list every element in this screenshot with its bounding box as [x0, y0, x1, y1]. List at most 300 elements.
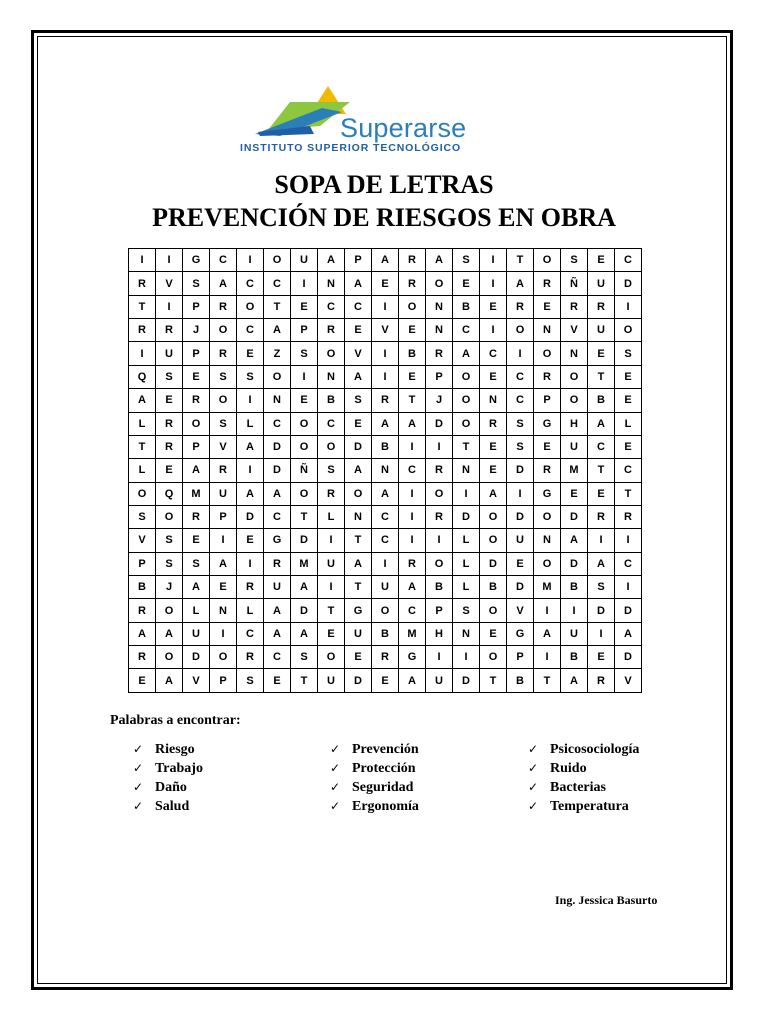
word-item — [133, 740, 203, 759]
grid-cell: I — [480, 272, 507, 295]
grid-cell: O — [156, 599, 183, 622]
grid-cell: R — [372, 389, 399, 412]
grid-cell: P — [210, 505, 237, 528]
grid-row — [129, 365, 642, 388]
grid-cell: V — [183, 669, 210, 693]
grid-cell: L — [453, 552, 480, 575]
grid-cell: R — [156, 435, 183, 458]
grid-cell: C — [318, 412, 345, 435]
checkmark-icon: ✓ — [528, 799, 539, 813]
grid-cell: T — [291, 669, 318, 693]
grid-cell: I — [156, 249, 183, 272]
grid-cell: Q — [156, 482, 183, 505]
grid-cell: R — [534, 272, 561, 295]
grid-cell: S — [183, 272, 210, 295]
grid-cell: V — [345, 342, 372, 365]
grid-cell: O — [534, 249, 561, 272]
grid-cell: O — [534, 552, 561, 575]
grid-cell: T — [588, 459, 615, 482]
grid-cell: S — [210, 365, 237, 388]
grid-cell: S — [210, 412, 237, 435]
grid-cell: A — [156, 669, 183, 693]
word-column-1 — [133, 740, 203, 816]
word-column-3 — [528, 740, 639, 816]
grid-cell: T — [507, 249, 534, 272]
grid-cell: D — [345, 669, 372, 693]
grid-cell: U — [426, 669, 453, 693]
grid-cell: R — [426, 459, 453, 482]
grid-cell: D — [264, 459, 291, 482]
grid-row — [129, 646, 642, 669]
grid-cell: C — [345, 295, 372, 318]
grid-cell: G — [264, 529, 291, 552]
grid-cell: O — [426, 272, 453, 295]
checkmark-icon: ✓ — [330, 799, 341, 813]
grid-cell: R — [588, 669, 615, 693]
grid-cell: C — [237, 319, 264, 342]
checkmark-icon: ✓ — [330, 780, 341, 794]
grid-cell: L — [183, 599, 210, 622]
grid-cell: I — [588, 529, 615, 552]
grid-cell: P — [426, 599, 453, 622]
word-item — [133, 759, 203, 778]
grid-cell: N — [426, 295, 453, 318]
grid-cell: R — [156, 319, 183, 342]
grid-cell: G — [183, 249, 210, 272]
grid-cell: E — [318, 622, 345, 645]
grid-cell: A — [237, 435, 264, 458]
checkmark-icon: ✓ — [528, 742, 539, 756]
grid-cell: P — [129, 552, 156, 575]
grid-cell: U — [507, 529, 534, 552]
grid-cell: D — [480, 552, 507, 575]
word-label: Ergonomía — [352, 799, 419, 814]
grid-cell: E — [372, 272, 399, 295]
grid-cell: E — [480, 295, 507, 318]
grid-cell: U — [156, 342, 183, 365]
grid-cell: R — [129, 319, 156, 342]
word-item — [528, 740, 639, 759]
grid-cell: M — [291, 552, 318, 575]
grid-cell: E — [480, 435, 507, 458]
grid-cell: O — [426, 552, 453, 575]
grid-row — [129, 249, 642, 272]
grid-cell: B — [129, 576, 156, 599]
grid-cell: R — [561, 295, 588, 318]
grid-cell: E — [264, 669, 291, 693]
grid-cell: E — [291, 389, 318, 412]
grid-cell: E — [615, 389, 642, 412]
grid-cell: M — [399, 622, 426, 645]
grid-cell: D — [507, 459, 534, 482]
grid-cell: C — [507, 389, 534, 412]
word-label: Daño — [155, 780, 187, 795]
grid-cell: I — [237, 249, 264, 272]
grid-cell: O — [318, 646, 345, 669]
grid-cell: A — [264, 622, 291, 645]
grid-cell: O — [480, 599, 507, 622]
word-item — [133, 797, 203, 816]
grid-cell: P — [345, 249, 372, 272]
grid-cell: B — [561, 646, 588, 669]
grid-cell: U — [210, 482, 237, 505]
grid-cell: O — [507, 319, 534, 342]
grid-cell: P — [507, 646, 534, 669]
grid-cell: S — [453, 599, 480, 622]
superarse-logo — [240, 82, 520, 158]
grid-cell: R — [399, 552, 426, 575]
logo-subtitle: INSTITUTO SUPERIOR TECNOLÓGICO — [240, 142, 462, 154]
grid-cell: I — [237, 389, 264, 412]
grid-cell: A — [210, 552, 237, 575]
grid-cell: S — [507, 412, 534, 435]
logo-brand-text: Superarse — [340, 113, 467, 143]
grid-cell: O — [426, 482, 453, 505]
grid-cell: C — [507, 365, 534, 388]
grid-cell: E — [588, 249, 615, 272]
grid-cell: T — [615, 482, 642, 505]
grid-cell: T — [345, 529, 372, 552]
grid-cell: I — [615, 529, 642, 552]
grid-cell: C — [372, 529, 399, 552]
word-label: Seguridad — [352, 780, 414, 795]
grid-cell: O — [264, 249, 291, 272]
grid-cell: C — [399, 459, 426, 482]
grid-cell: R — [237, 576, 264, 599]
checkmark-icon: ✓ — [330, 742, 341, 756]
grid-cell: I — [480, 319, 507, 342]
grid-cell: A — [129, 389, 156, 412]
word-label: Psicosociología — [550, 742, 640, 757]
grid-cell: I — [615, 576, 642, 599]
checkmark-icon: ✓ — [330, 761, 341, 775]
grid-cell: C — [237, 272, 264, 295]
grid-cell: T — [318, 599, 345, 622]
page-title: SOPA DE LETRAS — [274, 170, 494, 199]
grid-cell: E — [156, 459, 183, 482]
grid-cell: A — [426, 249, 453, 272]
word-item — [330, 740, 419, 759]
grid-cell: E — [291, 295, 318, 318]
grid-cell: J — [183, 319, 210, 342]
word-item — [528, 778, 639, 797]
grid-cell: I — [129, 249, 156, 272]
grid-cell: O — [453, 365, 480, 388]
grid-cell: A — [318, 249, 345, 272]
grid-cell: D — [291, 529, 318, 552]
grid-cell: O — [561, 389, 588, 412]
grid-cell: A — [291, 576, 318, 599]
grid-cell: A — [372, 249, 399, 272]
grid-cell: D — [237, 505, 264, 528]
grid-cell: R — [264, 552, 291, 575]
grid-row — [129, 669, 642, 693]
grid-cell: B — [453, 295, 480, 318]
grid-cell: P — [183, 435, 210, 458]
grid-cell: P — [183, 342, 210, 365]
author-name: Ing. Jessica Basurto — [555, 893, 658, 907]
grid-cell: H — [561, 412, 588, 435]
grid-cell: M — [183, 482, 210, 505]
grid-cell: T — [588, 365, 615, 388]
grid-row — [129, 435, 642, 458]
grid-cell: U — [264, 576, 291, 599]
grid-cell: S — [318, 459, 345, 482]
grid-cell: O — [534, 342, 561, 365]
grid-cell: R — [129, 272, 156, 295]
grid-cell: N — [534, 319, 561, 342]
grid-cell: S — [561, 249, 588, 272]
grid-cell: T — [534, 669, 561, 693]
grid-cell: B — [372, 622, 399, 645]
grid-cell: C — [264, 505, 291, 528]
grid-row — [129, 482, 642, 505]
grid-cell: T — [291, 505, 318, 528]
grid-cell: A — [210, 272, 237, 295]
checkmark-icon: ✓ — [528, 761, 539, 775]
words-heading: Palabras a encontrar: — [110, 713, 241, 728]
grid-cell: D — [453, 669, 480, 693]
grid-row — [129, 389, 642, 412]
grid-cell: U — [183, 622, 210, 645]
grid-cell: E — [507, 552, 534, 575]
grid-cell: O — [534, 505, 561, 528]
grid-cell: I — [534, 599, 561, 622]
grid-cell: I — [372, 552, 399, 575]
grid-cell: G — [345, 599, 372, 622]
grid-cell: I — [507, 342, 534, 365]
grid-cell: P — [534, 389, 561, 412]
grid-cell: V — [561, 319, 588, 342]
grid-cell: E — [129, 669, 156, 693]
grid-cell: B — [399, 342, 426, 365]
grid-cell: I — [453, 482, 480, 505]
grid-row — [129, 622, 642, 645]
grid-cell: R — [507, 295, 534, 318]
word-label: Ruido — [550, 761, 587, 776]
grid-cell: P — [426, 365, 453, 388]
grid-cell: O — [156, 646, 183, 669]
grid-cell: R — [210, 342, 237, 365]
grid-cell: E — [561, 482, 588, 505]
grid-cell: B — [426, 576, 453, 599]
grid-cell: N — [453, 622, 480, 645]
grid-cell: B — [480, 576, 507, 599]
word-item — [330, 759, 419, 778]
grid-cell: I — [507, 482, 534, 505]
grid-cell: V — [372, 319, 399, 342]
grid-cell: N — [561, 342, 588, 365]
grid-cell: C — [615, 459, 642, 482]
grid-cell: C — [210, 249, 237, 272]
grid-cell: A — [453, 342, 480, 365]
grid-cell: S — [156, 552, 183, 575]
grid-cell: R — [399, 249, 426, 272]
grid-cell: O — [615, 319, 642, 342]
grid-cell: S — [129, 505, 156, 528]
checkmark-icon: ✓ — [133, 799, 144, 813]
checkmark-icon: ✓ — [133, 761, 144, 775]
grid-cell: A — [345, 459, 372, 482]
grid-cell: G — [534, 412, 561, 435]
word-label: Protección — [352, 761, 416, 776]
grid-cell: I — [318, 576, 345, 599]
grid-cell: A — [156, 622, 183, 645]
grid-cell: I — [480, 249, 507, 272]
grid-cell: E — [534, 435, 561, 458]
grid-cell: S — [507, 435, 534, 458]
grid-cell: O — [453, 389, 480, 412]
grid-cell: E — [480, 622, 507, 645]
grid-cell: O — [291, 435, 318, 458]
grid-cell: I — [399, 482, 426, 505]
grid-row — [129, 529, 642, 552]
word-search-grid — [128, 248, 642, 693]
grid-cell: S — [345, 389, 372, 412]
grid-cell: I — [210, 622, 237, 645]
grid-cell: A — [291, 622, 318, 645]
word-item — [330, 778, 419, 797]
grid-cell: E — [237, 529, 264, 552]
grid-cell: C — [264, 646, 291, 669]
grid-cell: N — [318, 365, 345, 388]
grid-cell: O — [210, 646, 237, 669]
grid-cell: P — [210, 669, 237, 693]
grid-cell: E — [399, 319, 426, 342]
grid-cell: D — [561, 552, 588, 575]
grid-cell: G — [399, 646, 426, 669]
grid-cell: E — [345, 646, 372, 669]
grid-cell: N — [480, 389, 507, 412]
word-item — [528, 759, 639, 778]
grid-cell: R — [372, 646, 399, 669]
word-column-2 — [330, 740, 419, 816]
grid-cell: P — [291, 319, 318, 342]
grid-cell: O — [480, 529, 507, 552]
grid-cell: E — [588, 482, 615, 505]
grid-cell: O — [210, 319, 237, 342]
grid-cell: A — [129, 622, 156, 645]
grid-cell: C — [615, 552, 642, 575]
grid-cell: S — [156, 529, 183, 552]
grid-cell: A — [264, 482, 291, 505]
grid-cell: A — [264, 599, 291, 622]
grid-cell: A — [264, 319, 291, 342]
grid-cell: R — [156, 412, 183, 435]
grid-cell: T — [345, 576, 372, 599]
grid-cell: C — [264, 272, 291, 295]
grid-row — [129, 552, 642, 575]
grid-cell: C — [372, 505, 399, 528]
grid-cell: E — [183, 365, 210, 388]
grid-cell: A — [183, 459, 210, 482]
grid-cell: R — [210, 459, 237, 482]
grid-row — [129, 459, 642, 482]
grid-cell: A — [507, 272, 534, 295]
grid-cell: S — [237, 365, 264, 388]
grid-cell: R — [399, 272, 426, 295]
page-subtitle: PREVENCIÓN DE RIESGOS EN OBRA — [152, 203, 616, 232]
grid-cell: U — [318, 552, 345, 575]
grid-cell: O — [453, 412, 480, 435]
grid-cell: R — [129, 599, 156, 622]
grid-cell: S — [237, 669, 264, 693]
grid-cell: L — [453, 529, 480, 552]
grid-cell: T — [129, 295, 156, 318]
grid-cell: Q — [129, 365, 156, 388]
grid-cell: S — [291, 342, 318, 365]
word-label: Temperatura — [550, 799, 629, 814]
word-item — [330, 797, 419, 816]
grid-cell: I — [372, 365, 399, 388]
grid-cell: O — [480, 505, 507, 528]
grid-cell: M — [561, 459, 588, 482]
grid-cell: E — [183, 529, 210, 552]
grid-cell: N — [426, 319, 453, 342]
grid-cell: Ñ — [561, 272, 588, 295]
grid-cell: T — [480, 669, 507, 693]
grid-cell: L — [129, 412, 156, 435]
grid-cell: I — [615, 295, 642, 318]
grid-cell: A — [372, 412, 399, 435]
grid-cell: A — [345, 365, 372, 388]
grid-cell: C — [615, 249, 642, 272]
grid-cell: A — [183, 576, 210, 599]
grid-cell: I — [399, 435, 426, 458]
grid-cell: I — [372, 342, 399, 365]
grid-row — [129, 342, 642, 365]
grid-cell: R — [318, 482, 345, 505]
grid-cell: U — [345, 622, 372, 645]
grid-cell: I — [372, 295, 399, 318]
grid-cell: L — [237, 599, 264, 622]
grid-cell: O — [318, 435, 345, 458]
grid-cell: R — [210, 295, 237, 318]
grid-cell: A — [561, 529, 588, 552]
grid-cell: R — [534, 459, 561, 482]
grid-cell: C — [588, 435, 615, 458]
checkmark-icon: ✓ — [528, 780, 539, 794]
grid-cell: L — [318, 505, 345, 528]
grid-cell: U — [561, 435, 588, 458]
grid-cell: R — [237, 646, 264, 669]
grid-cell: G — [507, 622, 534, 645]
grid-cell: J — [156, 576, 183, 599]
grid-cell: O — [237, 295, 264, 318]
grid-cell: B — [372, 435, 399, 458]
grid-cell: E — [156, 389, 183, 412]
grid-cell: V — [156, 272, 183, 295]
grid-cell: C — [399, 599, 426, 622]
grid-cell: O — [480, 646, 507, 669]
grid-cell: R — [318, 319, 345, 342]
grid-cell: U — [588, 272, 615, 295]
grid-cell: I — [534, 646, 561, 669]
word-item — [133, 778, 203, 797]
grid-cell: T — [264, 295, 291, 318]
grid-cell: D — [345, 435, 372, 458]
word-label: Bacterias — [550, 780, 606, 795]
grid-cell: O — [264, 365, 291, 388]
grid-cell: L — [237, 412, 264, 435]
grid-cell: C — [480, 342, 507, 365]
grid-cell: N — [453, 459, 480, 482]
grid-cell: R — [426, 342, 453, 365]
grid-cell: D — [426, 412, 453, 435]
grid-cell: E — [237, 342, 264, 365]
grid-cell: N — [264, 389, 291, 412]
grid-cell: D — [264, 435, 291, 458]
